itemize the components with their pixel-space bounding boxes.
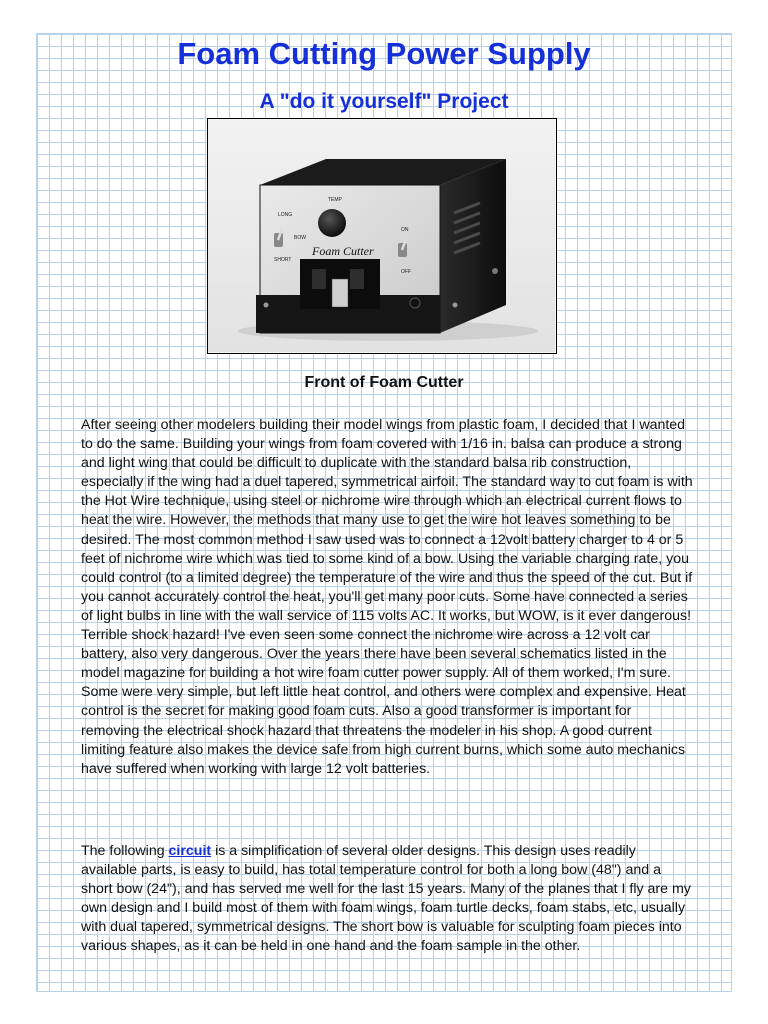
intro-paragraph: After seeing other modelers building their model wings from plastic foam, I decided that I wanted to do the same. Building your wings from foam covered with 1/16 in. balsa can produce a strong and light wing that could be difficult to duplicate with the standard balsa rib construction, especially if the wing had a duel tapered, symmetrical airfoil. The standard way to cut foam is with the Hot Wire technique, using steel or nichrome wire through which an electrical current flows to heat the wire. However, the methods that many use to get the wire hot leaves something to be desired. The most common method I saw used was to connect a 12volt battery charger to 4 or 5 feet of nichrome wire which was tied to some kind of a bow. Using the variable charging rate, you could control (to a limited degree) the temperature of the wire and thus the speed of the cut. But if you cannot accurately control the heat, you'll get many poor cuts. Some have connected a series of light bulbs in line with the wall service of 115 volts AC. It works, but WOW, is it ever dangerous! Terrible shock hazard! I've even seen some connect the nichrome wire across a 12 volt car battery, also very dangerous. Over the years there have been several schematics listed in the model magazine for building a hot wire foam cutter power supply. All of them worked, I'm sure. Some were very simple, but left little heat control, and others were complex and expensive. Heat control is the secret for making good foam cuts. Also a good transformer is important for removing the electrical shock hazard that threatens the modeler in his shop. A good current limiting feature also makes the device safe from high current burns, which some auto mechanics have suffered when working with large 12 volt batteries. [81,417,693,777]
circuit-link[interactable]: circuit [168,843,212,859]
page-subtitle: A "do it yourself" Project [259,90,509,113]
off-label: OFF [401,269,411,275]
bow-label: BOW [294,235,306,241]
short-label: SHORT [274,257,292,263]
temp-knob [318,209,346,237]
foam-cutter-photo [207,118,557,354]
on-label: ON [401,227,409,233]
long-label: LONG [278,212,293,218]
circuit-paragraph [81,842,693,957]
pilot-light [410,298,420,308]
circuit-paragraph-lead: The following [81,843,169,859]
circuit-paragraph-rest: is a simplification of several older designs. This design uses readily available parts, is easy to build, has total temperature control for both a long bow (48") and a short bow (24"), and has served me well for the last 15 years. Many of the planes that I fly are my own design and I build most of them with foam wings, foam turtle decks, foam stabs, etc, usually with dual tapered, symmetrical designs. The short bow is valuable for sculpting foam pieces into various shapes, as it can be held in one hand and the foam sample in the other. [81,843,691,955]
brand-label: Foam Cutter [312,244,374,258]
photo-caption: Front of Foam Cutter [304,374,464,391]
page-title: Foam Cutting Power Supply [177,36,591,71]
temp-label: TEMP [328,197,342,203]
